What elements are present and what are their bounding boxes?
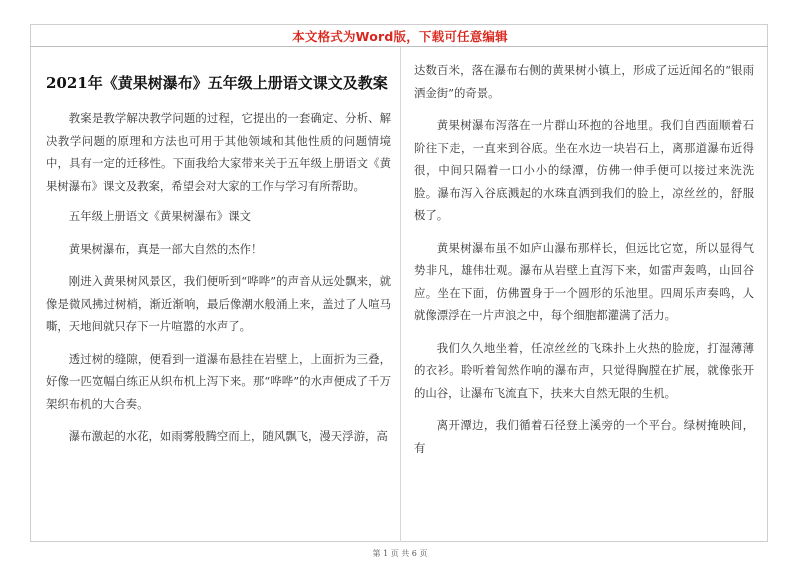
body-paragraph: 我们久久地坐着，任凉丝丝的飞珠扑上火热的脸庞，打湿薄薄的衣衫。聆听着訇然作响的瀑布声，只觉得胸膛在扩展，就像张开的山谷，让瀑布飞流直下，扶来大自然无限的生机。	[414, 340, 754, 400]
body-paragraph: 刚进入黄果树风景区，我们便听到“哗哗”的声音从远处飘来，就像是微风拂过树梢，渐近渐响，最后像潮水般涌上来，盖过了人喧马嘶，天地间就只存下一片喧嚣的水声了。	[46, 274, 391, 333]
body-paragraph: 离开潭边，我们循着石径登上溪旁的一个平台。绿树掩映间，有	[414, 418, 754, 455]
header-rule	[30, 46, 768, 47]
body-paragraph: 黄果树瀑布虽不如庐山瀑布那样长，但远比它宽，所以显得气势非凡，雄伟壮观。瀑布从岩壁上直泻下来，如雷声轰鸣，山回谷应。坐在下面，仿佛置身于一个圆形的乐池里。四周乐声奏鸣，人就像漂浮在一片声浪之中，每个细胞都灌满了活力。	[414, 240, 754, 322]
page-number-footer: 第 1 页 共 6 页	[372, 549, 428, 558]
body-paragraph: 达数百米，落在瀑布右侧的黄果树小镇上，形成了远近闻名的“银雨洒金街”的奇景。	[414, 63, 754, 100]
document-title: 2021年《黄果树瀑布》五年级上册语文课文及教案	[46, 74, 388, 92]
section-heading: 五年级上册语文《黄果树瀑布》课文	[68, 209, 252, 223]
left-column	[46, 107, 391, 458]
right-column	[414, 59, 754, 469]
word-format-banner: 本文格式为Word版，下载可任意编辑	[292, 29, 508, 44]
column-divider	[400, 47, 401, 542]
body-paragraph: 黄果树瀑布泻落在一片群山环抱的谷地里。我们自西面顺着石阶往下走，一直来到谷底。坐在水边一块岩石上，离那道瀑布近得很，中间只隔着一口小小的绿潭，仿佛一伸手便可以接过来洗洗脸。瀑布泻入谷底溅起的水珠直洒到我们的脸上，凉丝丝的，舒服极了。	[414, 118, 754, 222]
body-paragraph: 透过树的缝隙，便看到一道瀑布悬挂在岩壁上，上面折为三叠，好像一匹宽幅白练正从织布机上泻下来。那“哗哗”的水声便成了千万架织布机的大合奏。	[46, 351, 391, 411]
body-paragraph: 黄果树瀑布，真是一部大自然的杰作！	[68, 241, 263, 256]
body-paragraph: 瀑布激起的水花，如雨雾般腾空而上，随风飘飞，漫天浮游，高	[68, 429, 388, 443]
intro-paragraph: 教案是教学解决教学问题的过程，它提出的一套确定、分析、解决教学问题的原理和方法也可用于其他领域和其他性质的问题情境中，具有一定的迁移性。下面我给大家带来关于五年级上册语文《黄果树瀑布》课文及教案，希望会对大家的工作与学习有所帮助。	[46, 111, 391, 193]
